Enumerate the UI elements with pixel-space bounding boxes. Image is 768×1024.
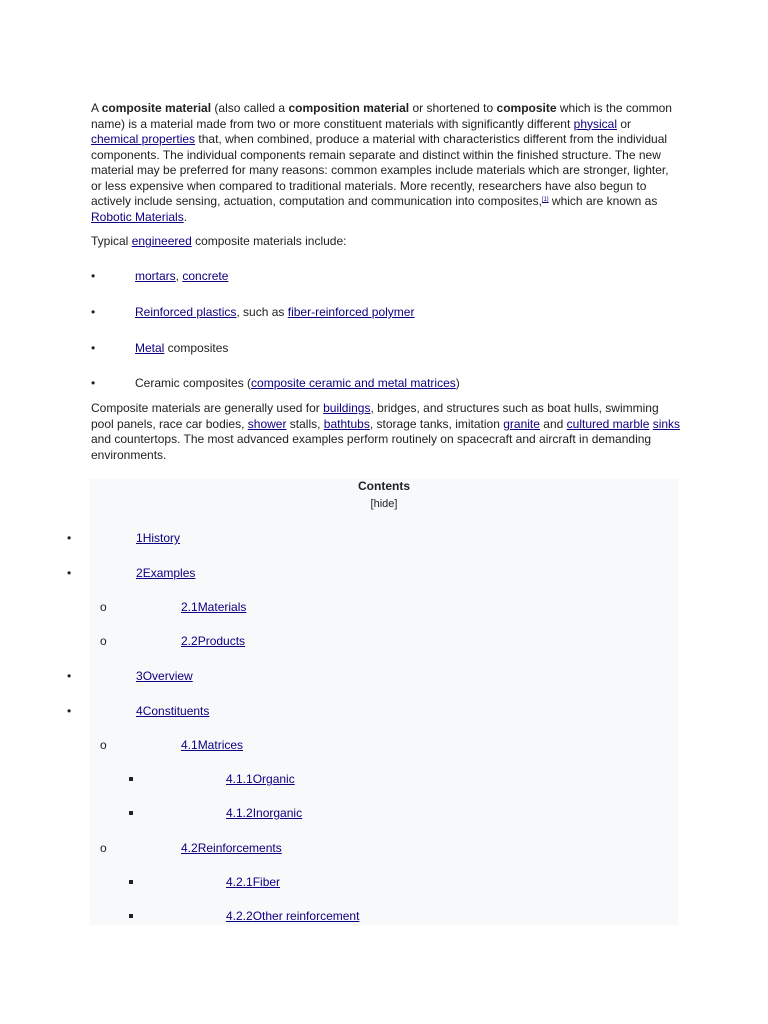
list-text: composites	[164, 341, 229, 355]
toc-label: Other reinforcement	[252, 909, 360, 923]
term-composite-material: composite material	[101, 101, 212, 115]
toc-number: 4	[136, 704, 143, 718]
bullet-icon: •	[67, 704, 72, 718]
list-text: Ceramic composites (	[135, 376, 252, 390]
list-text: , such as	[236, 305, 288, 319]
term-composite: composite	[496, 101, 557, 115]
circle-bullet-icon: o	[100, 738, 107, 752]
link-bathtubs[interactable]: bathtubs	[323, 416, 370, 431]
toc-label: Organic	[252, 772, 295, 786]
toc-number: 3	[136, 669, 143, 683]
square-bullet-icon	[129, 811, 133, 815]
toc-label: Overview	[142, 669, 193, 683]
toc-item-reinforcements[interactable]	[181, 841, 282, 857]
toc-item-products[interactable]	[181, 634, 245, 650]
typical-text: composite materials include:	[191, 234, 347, 248]
bullet-icon: •	[67, 669, 72, 683]
toc-number: 1	[136, 531, 143, 545]
toc-label: History	[142, 531, 181, 545]
intro-text: (also called a	[211, 101, 289, 115]
link-sinks[interactable]: sinks	[652, 416, 681, 431]
toc-label: Materials	[197, 600, 247, 614]
toc-hide-toggle[interactable]: [hide]	[370, 498, 398, 510]
bullet-icon: •	[91, 305, 96, 319]
intro-text: that, when combined, produce a material with characteristics different from the individual components. The individual components remain separate and distinct within the finished structure. The new material may be preferred for many reasons: common examples include materials which are stronger, lighter, or less expensive when compared to traditional materials. More recently, researchers have also begun to actively include sensing, actuation, computation and communication into composites,	[91, 132, 669, 208]
bullet-icon: •	[91, 269, 96, 283]
square-bullet-icon	[129, 914, 133, 918]
toc-label: Fiber	[252, 875, 281, 889]
toc-number: 4.2.1	[226, 875, 253, 889]
link-reinforced-plastics[interactable]: Reinforced plastics	[135, 305, 237, 319]
square-bullet-icon	[129, 880, 133, 884]
intro-text: or	[617, 116, 632, 131]
toc-item-history[interactable]	[136, 531, 180, 547]
toc-label: Examples	[142, 566, 196, 580]
toc-number: 2.2	[181, 634, 198, 648]
square-bullet-icon	[129, 777, 133, 781]
intro-text: which is the common name) is a material made from two or more constituent materials with significantly different	[91, 101, 672, 131]
link-robotic-materials[interactable]: Robotic Materials	[91, 209, 184, 224]
link-physical[interactable]: physical	[573, 116, 617, 131]
typical-text: Typical	[91, 234, 132, 248]
toc-label: Reinforcements	[197, 841, 282, 855]
toc-label: Matrices	[197, 738, 244, 752]
usage-paragraph	[91, 401, 681, 463]
link-metal[interactable]: Metal	[135, 341, 165, 355]
circle-bullet-icon: o	[100, 841, 107, 855]
list-text: )	[455, 376, 460, 390]
toc-item-overview[interactable]	[136, 669, 193, 685]
toc-label: Constituents	[142, 704, 210, 718]
circle-bullet-icon: o	[100, 634, 107, 648]
toc-item-fiber[interactable]	[226, 875, 280, 891]
toc-number: 4.2	[181, 841, 198, 855]
toc-label: Products	[197, 634, 246, 648]
intro-text: .	[183, 209, 188, 224]
usage-text: and countertops. The most advanced examples perform routinely on spacecraft and aircraft in demanding environments.	[91, 432, 652, 462]
usage-text: Composite materials are generally used for	[91, 401, 324, 415]
toc-number: 4.2.2	[226, 909, 253, 923]
toc-item-examples[interactable]	[136, 566, 195, 582]
intro-text: or shortened to	[409, 101, 497, 115]
toc-title: Contents	[358, 479, 410, 493]
usage-text: and	[539, 416, 567, 431]
toc-item-organic[interactable]	[226, 772, 295, 788]
link-fiber-reinforced-polymer[interactable]: fiber-reinforced polymer	[287, 305, 415, 319]
citation-link-1[interactable]: [1]	[541, 197, 549, 203]
bullet-icon: •	[67, 531, 72, 545]
usage-text: stalls,	[286, 416, 324, 431]
intro-text: A	[91, 101, 102, 115]
toc-number: 4.1.1	[226, 772, 253, 786]
toc-item-constituents[interactable]	[136, 704, 209, 720]
toc-number: 2	[136, 566, 143, 580]
toc-label: Inorganic	[252, 806, 303, 820]
link-engineered[interactable]: engineered	[131, 234, 192, 248]
link-mortars[interactable]: mortars	[135, 269, 176, 283]
toc-number: 4.1	[181, 738, 198, 752]
bullet-icon: •	[91, 341, 96, 355]
toc-item-matrices[interactable]	[181, 738, 243, 754]
intro-paragraph	[91, 101, 681, 225]
toc-item-inorganic[interactable]	[226, 806, 302, 822]
term-composition-material: composition material	[288, 101, 410, 115]
toc-number: 4.1.2	[226, 806, 253, 820]
link-composite-ceramic-and-metal-matrices[interactable]: composite ceramic and metal matrices	[251, 376, 456, 390]
typical-paragraph	[91, 234, 681, 250]
link-cultured-marble[interactable]: cultured marble	[566, 416, 650, 431]
circle-bullet-icon: o	[100, 600, 107, 614]
toc-number: 2.1	[181, 600, 198, 614]
usage-text: , storage tanks, imitation	[369, 416, 504, 431]
intro-text: which are known as	[548, 194, 658, 208]
link-shower[interactable]: shower	[247, 416, 287, 431]
list-text: ,	[175, 269, 183, 283]
link-concrete[interactable]: concrete	[182, 269, 229, 283]
toc-item-other-reinforcement[interactable]	[226, 909, 359, 925]
link-chemical-properties[interactable]: chemical properties	[91, 132, 196, 146]
bullet-icon: •	[67, 566, 72, 580]
link-buildings[interactable]: buildings	[323, 401, 371, 415]
usage-text: , bridges, and structures such as boat hulls, swimming pool panels, race car bodies,	[91, 401, 659, 431]
link-granite[interactable]: granite	[503, 416, 540, 431]
toc-item-materials[interactable]	[181, 600, 246, 616]
bullet-icon: •	[91, 376, 96, 390]
